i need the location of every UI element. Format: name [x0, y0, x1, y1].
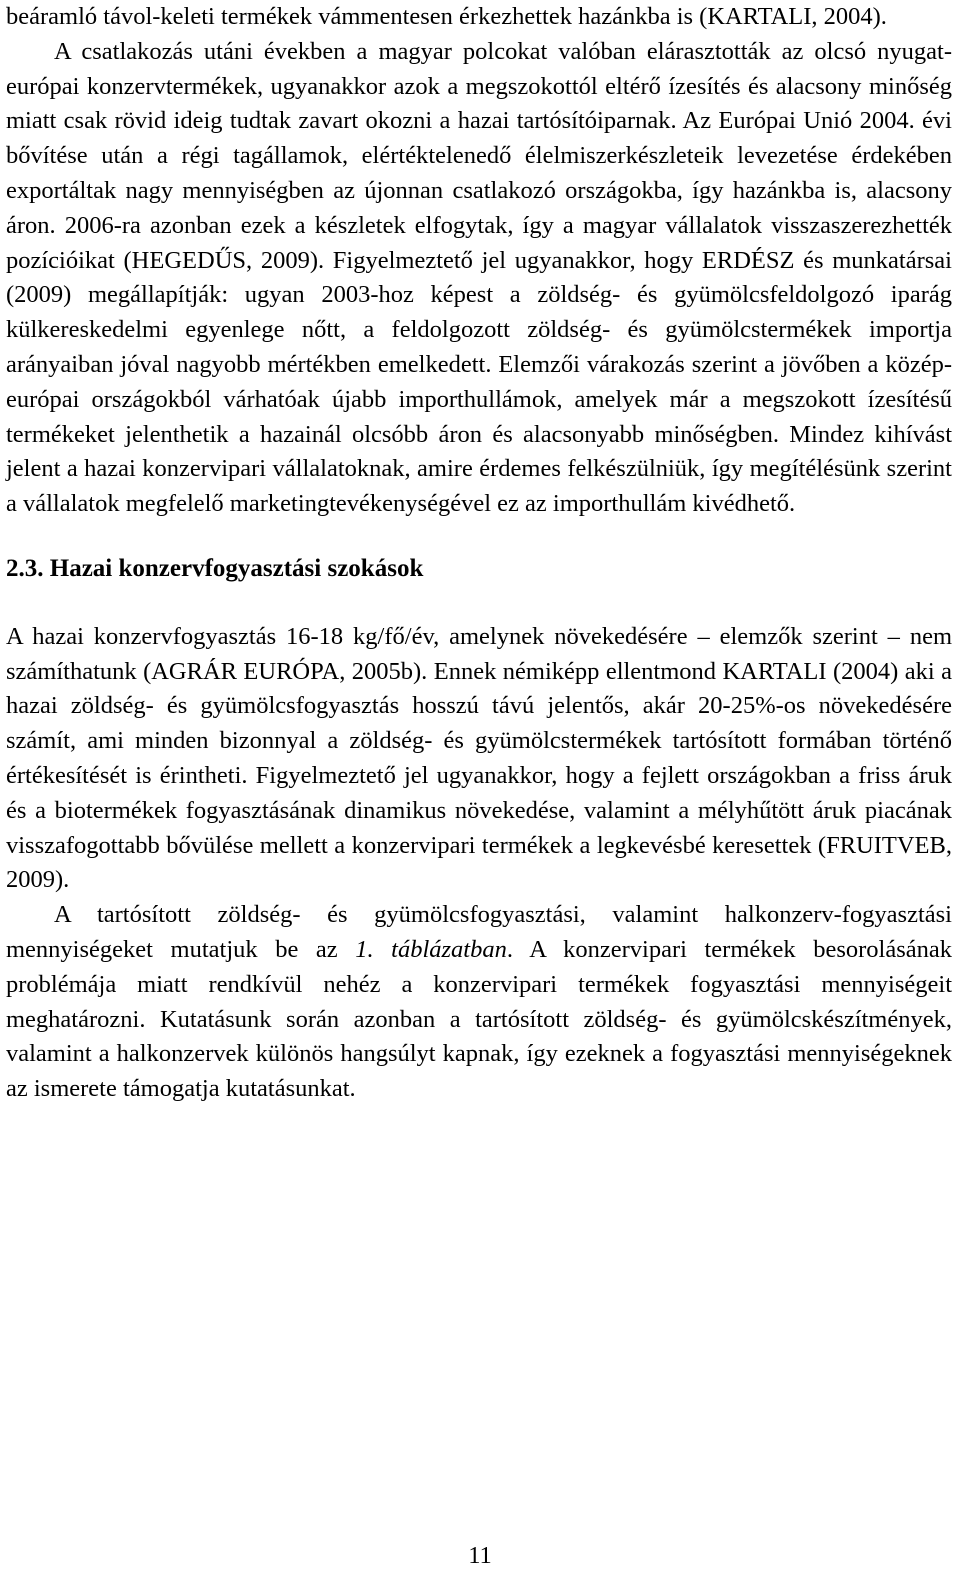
section-heading [6, 552, 952, 587]
document-page [6, 0, 952, 1107]
paragraph-accession-effects: A csatlakozás utáni években a magyar polcokat valóban elárasztották az olcsó nyugat-európai konzervtermékek, ugyanakkor azok a megszokottól eltérő ízesítés és alacsony minőség miatt csak rövid ideig tudtak zavart okozni a hazai tartósítóiparnak. Az Európai Unió 2004. évi bővítése után a régi tagállamok, elértéktelenedő élelmiszerkészleteik levezetése érdekében exportáltak nagy mennyiségben az újonnan csatlakozó országokba, így hazánkba is, alacsony áron. 2006-ra azonban ezek a készletek elfogytak, így a magyar vállalatok visszaszerezhették pozícióikat (HEGEDŰS, 2009). Figyelmeztető jel ugyanakkor, hogy ERDÉSZ és munkatársai (2009) megállapítják: ugyan 2003-hoz képest a zöldség- és gyümölcsfeldolgozó iparág külkereskedelmi egyenlege nőtt, a feldolgozott zöldség- és gyümölcstermékek importja arányaiban jóval nagyobb mértékben emelkedett. Elemzői várakozás szerint a jövőben a közép-európai országokból várhatóak újabb importhullámok, amelyek már a megszokott ízesítésű termékeket jelenthetik a hazainál olcsóbb áron és alacsonyabb minőségben. Mindez kihívást jelent a hazai konzervipari vállalatoknak, amire érdemes felkészülniük, így megítélésünk szerint a vállalatok megfelelő marketingtevékenységével ez az importhullám kivédhető. [6, 37, 952, 518]
paragraph-table-reference [6, 898, 952, 1107]
page-number: 11 [468, 1542, 492, 1569]
section-title: Hazai konzervfogyasztási szokások [49, 554, 424, 582]
paragraph-text-after: . A konzervipari termékek besorolásának problémája miatt rendkívül nehéz a konzervipari termékek fogyasztási mennyiségeit meghatározni. Kutatásunk során azonban a tartósított zöldség- és gyümölcskészítmények, valamint a halkonzervek különös hangsúlyt kapnak, így ezeknek a fogyasztási mennyiségeknek az ismerete támogatja kutatásunkat. [6, 935, 952, 1103]
paragraph-text-before: A tartósított zöldség- és gyümölcsfogyasztási, valamint halkonzerv-fogyasztási mennyiségeket mutatjuk be az [6, 901, 952, 963]
table-reference-link: 1. táblázatban [355, 935, 507, 963]
spacer [6, 587, 952, 620]
paragraph-continuation: beáramló távol-keleti termékek vámmentesen érkezhettek hazánkba is (KARTALI, 2004). [6, 3, 887, 30]
paragraph-consumption: A hazai konzervfogyasztás 16-18 kg/fő/év, amelynek növekedésére – elemzők szerint – nem számíthatunk (AGRÁR EURÓPA, 2005b). Ennek némiképp ellentmond KARTALI (2004) aki a hazai zöldség- és gyümölcsfogyasztás hosszú távú jelentős, akár 20-25%-os növekedésére számít, ami minden bizonnyal a zöldség- és gyümölcstermékek tartósított formában történő értékesítését is érintheti. Figyelmeztető jel ugyanakkor, hogy a fejlett országokban a friss áruk és a biotermékek fogyasztásának dinamikus növekedése, valamint a mélyhűtött áruk piacának visszafogottabb bővülése mellett a konzervipari termékek a legkevésbé keresettek (FRUITVEB, 2009). [6, 622, 952, 894]
section-number: 2.3. [6, 554, 44, 582]
spacer [6, 522, 952, 552]
